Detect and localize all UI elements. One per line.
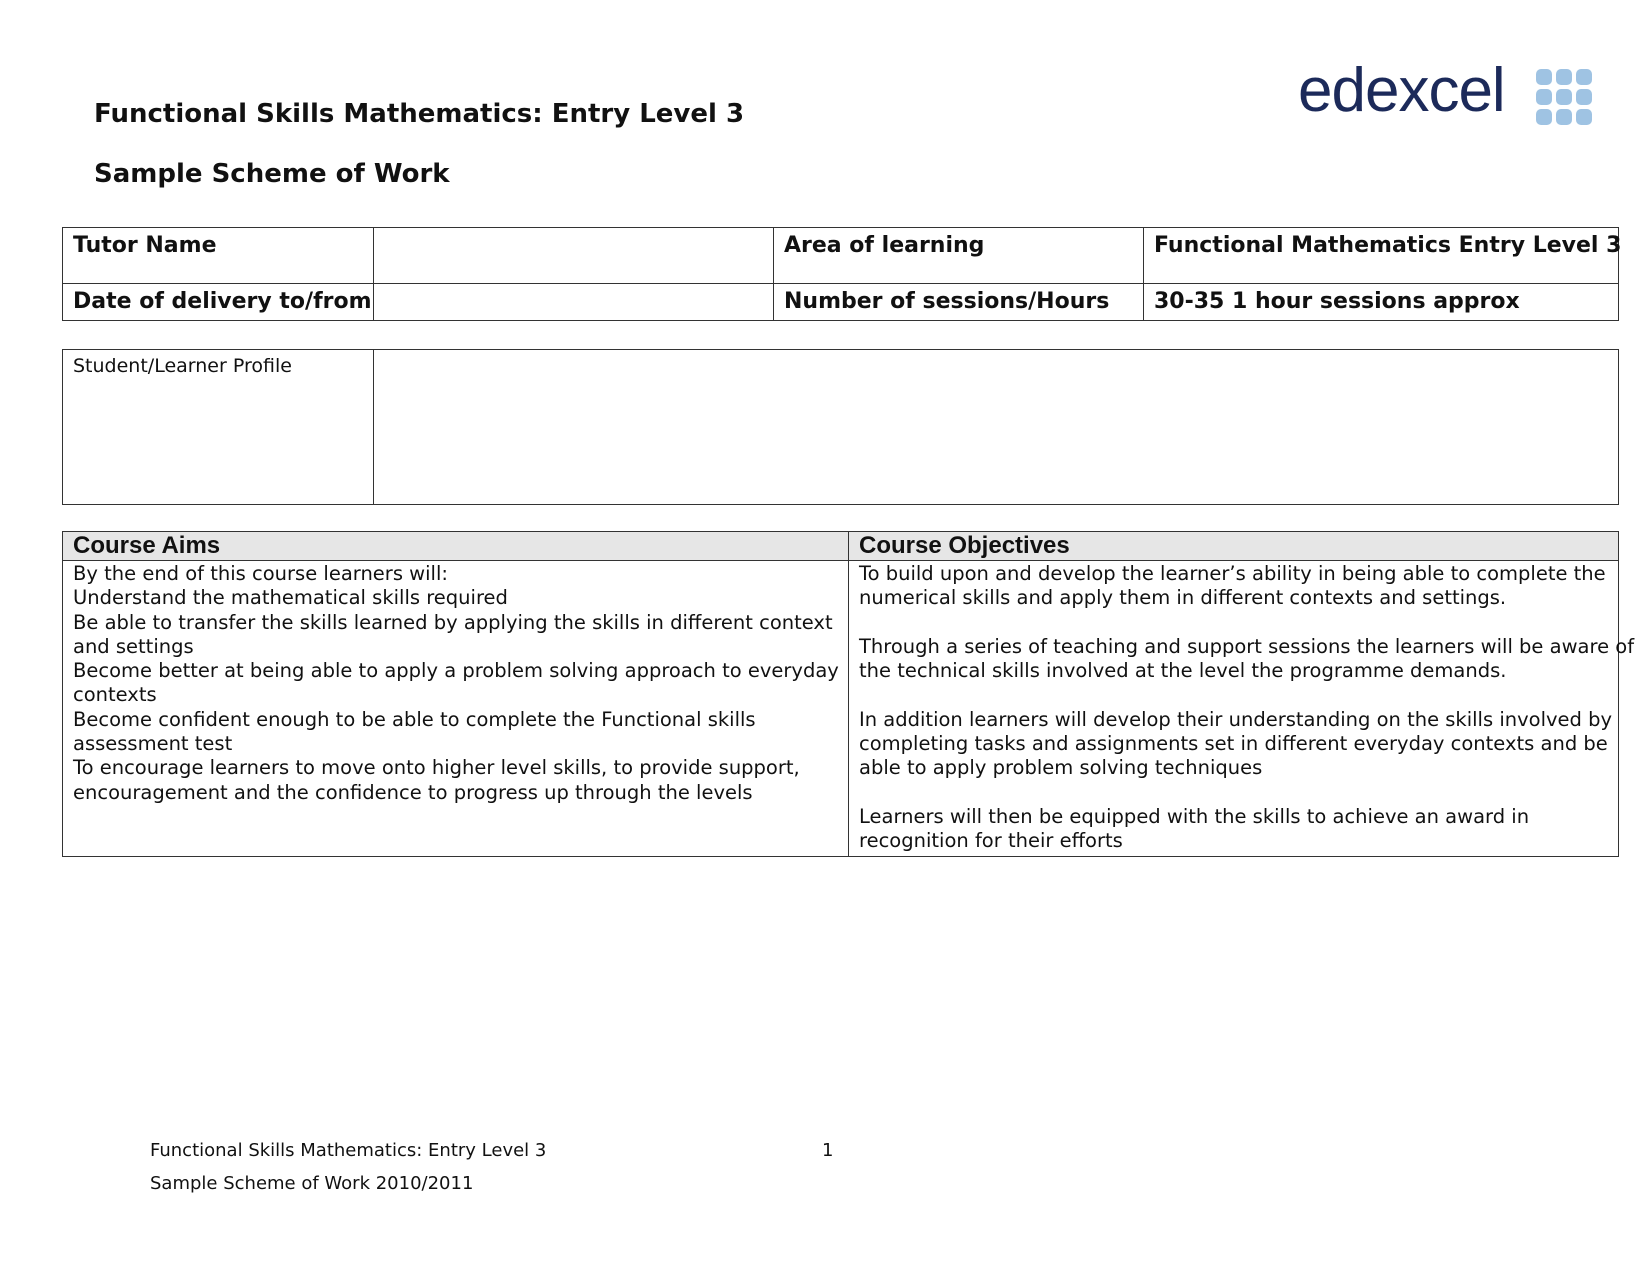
objective-line: completing tasks and assignments set in different everyday contexts and be [859,732,1608,756]
aims-line: contexts [73,683,157,707]
footer-subtitle: Sample Scheme of Work 2010/2011 [150,1173,474,1194]
objective-line: In addition learners will develop their understanding on the skills involved by [859,707,1613,731]
course-aims-cell [63,561,849,857]
aims-line: Understand the mathematical skills required [73,586,508,610]
course-aims-objectives-table [62,531,1635,857]
course-info-table [62,227,1622,321]
sessions-label: Number of sessions/Hours [774,284,1144,321]
delivery-date-label: Date of delivery to/from [63,284,374,321]
footer-title: Functional Skills Mathematics: Entry Level 3 [150,1140,547,1161]
table-header-row [63,532,1619,561]
sessions-value: 30-35 1 hour sessions approx [1144,284,1619,321]
aims-line: By the end of this course learners will: [73,562,448,585]
edexcel-logo [1298,56,1598,132]
tutor-name-label: Tutor Name [63,228,374,284]
objective-line: To build upon and develop the learner’s ability in being able to complete the [859,562,1606,585]
learner-profile-table [62,349,1619,505]
logo-dots-icon [1536,69,1592,125]
learner-profile-field[interactable] [374,350,1619,505]
objective-line: numerical skills and apply them in different contexts and settings. [859,586,1507,610]
area-of-learning-value: Functional Mathematics Entry Level 3 [1144,228,1619,284]
page-number: 1 [822,1140,834,1161]
objective-line: the technical skills involved at the level the programme demands. [859,659,1507,683]
objective-paragraph [859,634,1635,684]
tutor-name-field[interactable] [374,228,774,284]
objective-line: recognition for their efforts [859,829,1123,853]
objective-paragraph [859,805,1608,854]
course-aims-heading: Course Aims [63,532,849,561]
aims-line: To encourage learners to move onto higher level skills, to provide support, [73,756,800,780]
delivery-date-field[interactable] [374,284,774,321]
course-objectives-heading: Course Objectives [849,532,1619,561]
aims-line: Become better at being able to apply a problem solving approach to everyday [73,659,839,683]
logo-text: edexcel [1298,56,1505,125]
aims-line: Become confident enough to be able to complete the Functional skills [73,707,756,731]
objective-line: Through a series of teaching and support sessions the learners will be aware of [859,634,1635,658]
course-objectives-cell [849,561,1635,857]
learner-profile-label: Student/Learner Profile [63,350,374,505]
table-row [63,561,1619,857]
area-of-learning-label: Area of learning [774,228,1144,284]
aims-line: encouragement and the confidence to progress up through the levels [73,780,753,804]
table-row [63,228,1619,284]
page-title: Functional Skills Mathematics: Entry Level 3 [94,99,745,129]
objective-paragraph [859,562,1608,611]
table-row [63,284,1619,321]
table-row [63,350,1619,505]
objective-line: able to apply problem solving techniques [859,756,1263,780]
aims-line: assessment test [73,732,233,756]
aims-line: and settings [73,634,194,658]
page-subtitle: Sample Scheme of Work [94,159,450,189]
objective-paragraph [859,707,1613,781]
aims-line: Be able to transfer the skills learned by applying the skills in different context [73,610,833,634]
objective-line: Learners will then be equipped with the skills to achieve an award in [859,804,1530,828]
